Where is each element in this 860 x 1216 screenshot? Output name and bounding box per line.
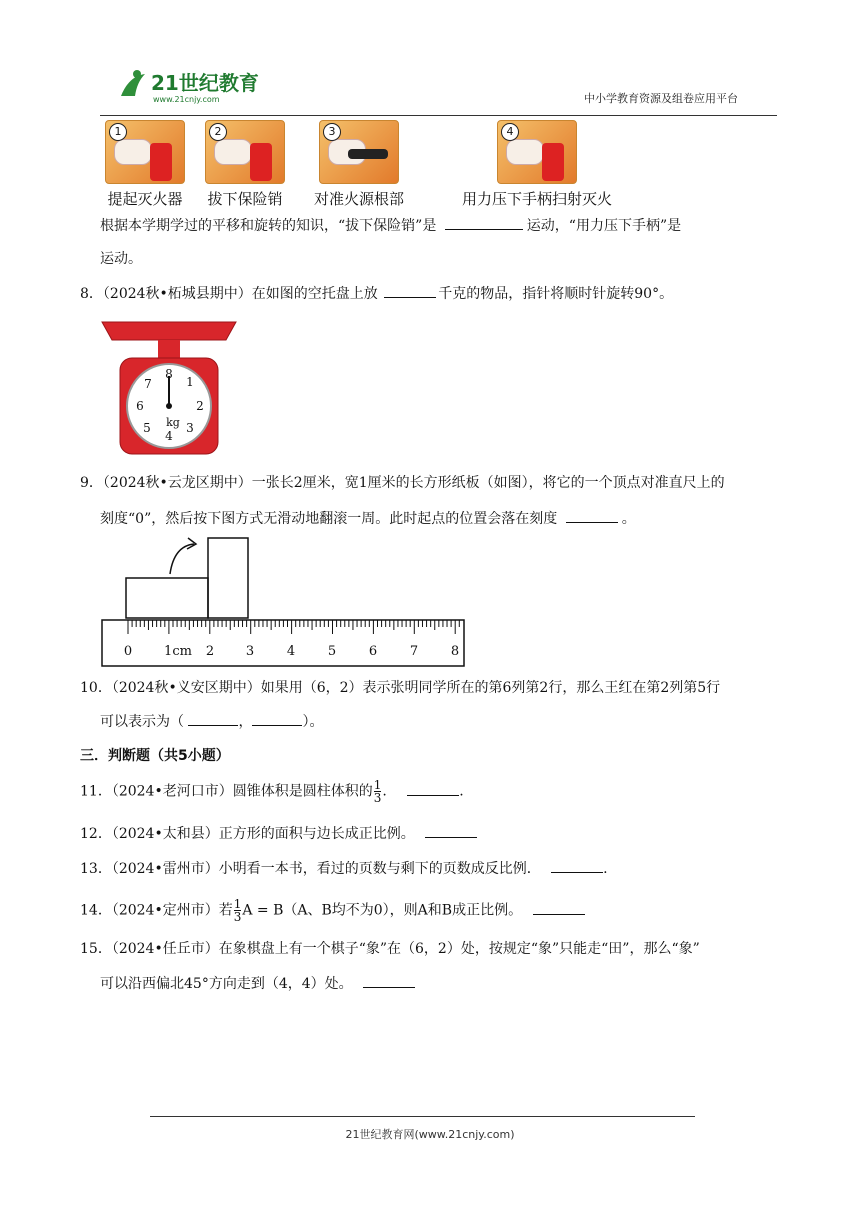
q15-blank[interactable] <box>363 973 415 988</box>
question-7 <box>100 215 780 237</box>
question-12 <box>80 823 780 845</box>
q8-blank[interactable] <box>384 283 436 298</box>
logo-url: www.21cnjy.com <box>153 95 220 104</box>
platform-name: 中小学教育资源及组卷应用平台 <box>584 92 738 105</box>
dial-1: 1 <box>186 375 194 389</box>
q9-line-2-end: 。 <box>621 511 636 527</box>
q10-blank-1[interactable] <box>188 711 238 726</box>
q12-blank[interactable] <box>425 823 477 838</box>
q11-blank[interactable] <box>407 781 459 796</box>
question-10-line-2 <box>100 711 323 733</box>
question-11 <box>80 779 780 804</box>
dial-3: 3 <box>186 421 194 435</box>
ruler-label-4: 4 <box>286 644 296 659</box>
q14-fraction: $\frac{1}{3}$ <box>233 897 242 924</box>
q10-blank-2[interactable] <box>252 711 302 726</box>
dial-5: 5 <box>143 421 151 435</box>
question-9-line-1: 9．（2024秋•云龙区期中）一张长2厘米，宽1厘米的长方形纸板（如图），将它的一个顶点对准直尺上的 <box>80 475 725 491</box>
dial-7: 7 <box>144 377 152 391</box>
kitchen-scale <box>100 318 240 462</box>
step-number: 4 <box>501 123 519 141</box>
question-15-line-2 <box>100 973 415 995</box>
ruler-label-7: 7 <box>409 644 419 659</box>
q13-end: . <box>603 861 608 877</box>
step-4-image <box>497 120 577 184</box>
question-13 <box>80 858 780 880</box>
logo-text: 21世纪教育 <box>151 71 259 95</box>
question-10-line-1: 10．（2024秋•义安区期中）如果用（6，2）表示张明同学所在的第6列第2行，那么王红在第2列第5行 <box>80 680 721 696</box>
q15-line-2-text: 可以沿西偏北45°方向走到（4，4）处。 <box>100 976 353 992</box>
dial-4: 4 <box>165 429 173 443</box>
step-caption: 提起灭火器 <box>107 190 183 208</box>
step-number: 3 <box>323 123 341 141</box>
step-number: 2 <box>209 123 227 141</box>
q11-suffix: . <box>382 783 387 800</box>
dial-2: 2 <box>196 399 204 413</box>
ruler-label-6: 6 <box>368 644 378 659</box>
footer-divider <box>150 1116 695 1117</box>
q9-line-2-text: 刻度“0”，然后按下图方式无滑动地翻滚一周。此时起点的位置会落在刻度 <box>100 511 558 527</box>
q7-blank-1[interactable] <box>445 215 523 230</box>
q11-end: . <box>459 783 464 800</box>
q14-expression: A = B（A、B均不为0），则A和B成正比例。 <box>242 902 523 919</box>
step-2-image <box>205 120 285 184</box>
q14-prefix: 14．（2024•定州市）若 <box>80 902 233 919</box>
ruler-label-1: 1cm <box>164 644 192 659</box>
section-3-title: 三．判断题（共5小题） <box>80 748 230 764</box>
q11-fraction: $\frac{1}{3}$ <box>373 778 382 805</box>
q12-text: 12．（2024•太和县）正方形的面积与边长成正比例。 <box>80 826 415 842</box>
q11-prefix: 11．（2024•老河口市）圆锥体积是圆柱体积的 <box>80 783 373 800</box>
ruler-label-8: 8 <box>450 644 460 659</box>
q7-text-b: 运动，“用力压下手柄”是 <box>526 218 682 234</box>
q10-comma: ， <box>238 714 253 730</box>
step-caption: 对准火源根部 <box>313 190 404 208</box>
q10-open: 可以表示为（ <box>100 714 184 730</box>
q7-text-a: 根据本学期学过的平移和旋转的知识，“拔下保险销”是 <box>100 218 437 234</box>
site-logo <box>115 66 265 106</box>
ruler-label-5: 5 <box>327 644 337 659</box>
ruler-label-0: 0 <box>123 644 133 659</box>
ruler-figure <box>100 536 466 672</box>
ruler-label-3: 3 <box>245 644 255 659</box>
footer-text: 21世纪教育网(www.21cnjy.com) <box>345 1128 515 1141</box>
question-8 <box>80 283 780 305</box>
step-caption: 用力压下手柄扫射灭火 <box>461 190 612 208</box>
q13-blank[interactable] <box>551 858 603 873</box>
dial-unit: kg <box>166 416 180 429</box>
question-14 <box>80 898 780 923</box>
dial-8: 8 <box>165 367 173 381</box>
q8-suffix: 千克的物品，指针将顺时针旋转90°。 <box>438 286 674 302</box>
step-caption: 拔下保险销 <box>207 190 283 208</box>
step-3-image <box>319 120 399 184</box>
q8-prefix: 8．（2024秋•柘城县期中）在如图的空托盘上放 <box>80 286 378 302</box>
question-15-line-1: 15．（2024•任丘市）在象棋盘上有一个棋子“象”在（6，2）处，按规定“象”只能走“田”，那么“象” <box>80 941 700 957</box>
q10-close: ）。 <box>302 714 324 730</box>
step-number: 1 <box>109 123 127 141</box>
ruler-label-2: 2 <box>205 644 215 659</box>
q9-blank[interactable] <box>566 508 618 523</box>
q7-line-2: 运动。 <box>100 251 142 267</box>
question-9-line-2 <box>100 508 780 530</box>
dial-6: 6 <box>136 399 144 413</box>
step-4 <box>447 120 627 209</box>
q14-blank[interactable] <box>533 900 585 915</box>
q13-text: 13．（2024•雷州市）小明看一本书，看过的页数与剩下的页数成反比例． <box>80 861 541 877</box>
step-3 <box>284 120 434 209</box>
header-divider <box>100 115 777 116</box>
